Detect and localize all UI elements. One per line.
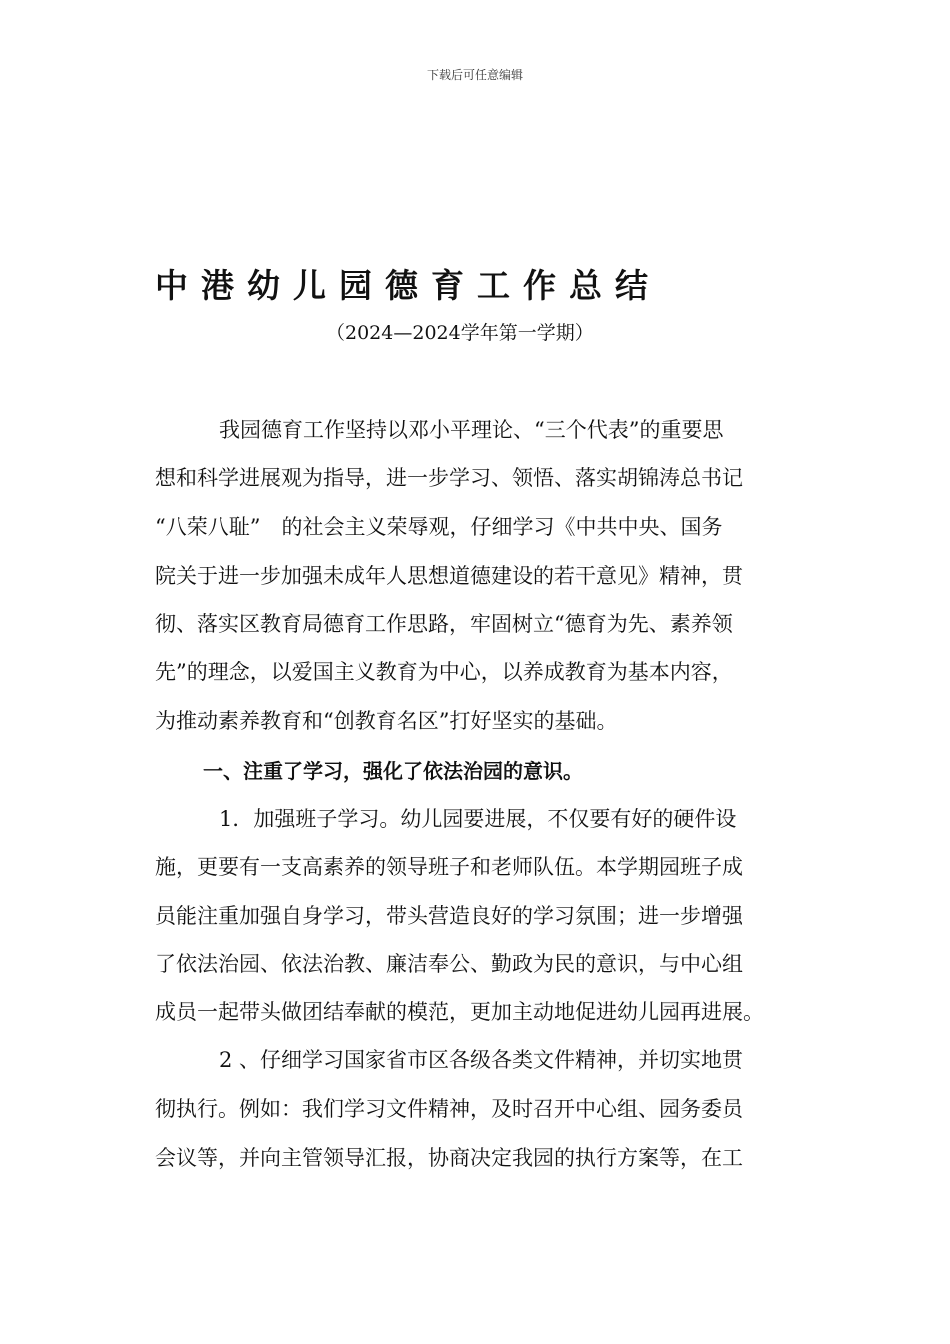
item2-line: 会议等，并向主管领导汇报，协商决定我园的执行方案等，在工: [155, 1146, 743, 1170]
section-heading: 一、注重了学习，强化了依法治园的意识。: [203, 759, 583, 783]
item1-line: 了依法治园、依法治教、廉洁奉公、勤政为民的意识，与中心组: [155, 952, 743, 976]
document-subtitle: （2024—2024学年第一学期）: [326, 322, 594, 344]
intro-line: “八荣八耻” 的社会主义荣辱观，仔细学习《中共中央、国务: [155, 515, 723, 539]
item1-line: 员能注重加强自身学习，带头营造良好的学习氛围；进一步增强: [155, 904, 743, 928]
intro-line: 先”的理念，以爱国主义教育为中心，以养成教育为基本内容，: [155, 660, 733, 684]
intro-line: 院关于进一步加强未成年人思想道德建设的若干意见》精神，贯: [155, 564, 743, 588]
intro-line: 想和科学进展观为指导，进一步学习、领悟、落实胡锦涛总书记: [155, 466, 743, 490]
item2-line: 2 、仔细学习国家省市区各级各类文件精神，并切实地贯: [219, 1048, 744, 1072]
header-note: 下载后可任意编辑: [426, 68, 523, 82]
item1-line: 成员一起带头做团结奉献的模范，更加主动地促进幼儿园再进展。: [155, 1000, 764, 1024]
intro-line: 为推动素养教育和“创教育名区”打好坚实的基础。: [155, 709, 618, 733]
intro-line: 我园德育工作坚持以邓小平理论、“三个代表”的重要思: [219, 418, 724, 442]
item2-line: 彻执行。例如：我们学习文件精神，及时召开中心组、园务委员: [155, 1097, 743, 1121]
item1-line: 施，更要有一支高素养的领导班子和老师队伍。本学期园班子成: [155, 855, 743, 879]
document-title: 中港幼儿园德育工作总结: [155, 266, 661, 305]
item1-line: 1．加强班子学习。幼儿园要进展，不仅要有好的硬件设: [219, 807, 737, 831]
intro-line: 彻、落实区教育局德育工作思路，牢固树立“德育为先、素养领: [155, 612, 733, 636]
